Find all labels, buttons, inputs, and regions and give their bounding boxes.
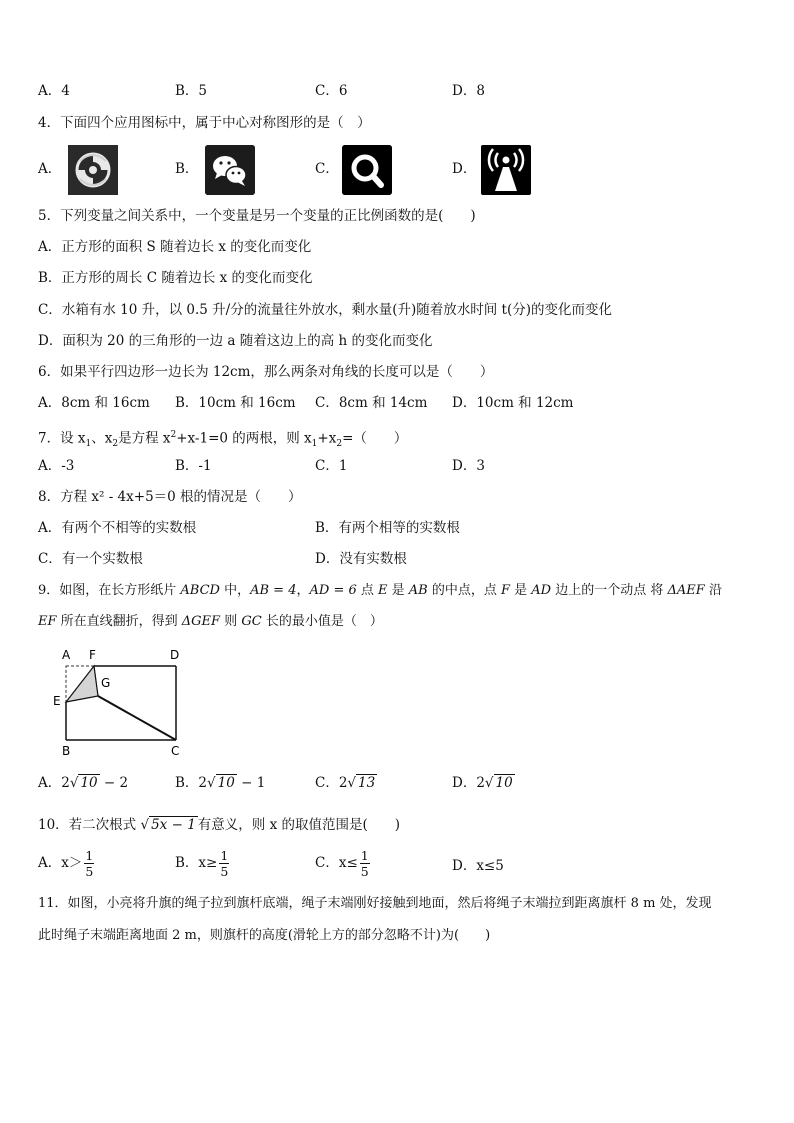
q3-option-c: C．6 <box>315 83 348 99</box>
q4-option-b: B． <box>175 161 199 177</box>
q3-option-b: B．5 <box>175 83 208 99</box>
q7-stem: 7．设 $x_1$、$x_2$是方程 $x^2+x-1=0$ 的两根，则 $x_1+x_2=$（ ） <box>38 430 408 450</box>
q7-option-b: B．-1 <box>175 458 212 474</box>
q8-option-d: D．没有实数根 <box>315 551 407 567</box>
q9-option-d: D．2√ 10 <box>452 775 513 791</box>
q4-option-d: D． <box>452 161 477 177</box>
q6-option-d: D．10cm 和 12cm <box>452 395 574 411</box>
q9-stem-line2: EF 所在直线翻折，得到 ΔGEF 则 GC 长的最小值是（ ） <box>38 614 383 629</box>
q7-option-a: A．-3 <box>38 458 75 474</box>
q10-option-d: D．x≤5 <box>452 858 504 874</box>
q4-stem: 4．下面四个应用图标中，属于中心对称图形的是（ ） <box>38 115 371 131</box>
swirl-app-icon <box>68 145 118 195</box>
q4-option-c: C． <box>315 161 339 177</box>
q8-option-a: A．有两个不相等的实数根 <box>38 520 197 536</box>
q5-stem: 5．下列变量之间关系中，一个变量是另一个变量的正比例函数的是( ) <box>38 208 476 224</box>
q11-stem-line1: 11．如图，小亮将升旗的绳子拉到旗杆底端，绳子末端刚好接触到地面，然后将绳子末端拉到距离旗杆 8 m 处，发现 <box>38 896 712 911</box>
q9-option-b: B．2√ 10 − 1 <box>175 775 266 791</box>
q8-stem: 8．方程 x² - 4x+5＝0 根的情况是（ ） <box>38 489 302 505</box>
q10-stem: 10．若二次根式 √ 5x − 1 有意义，则 x 的取值范围是( ) <box>38 817 401 833</box>
fig-label-d: D <box>170 648 180 662</box>
fig-label-c: C <box>171 744 180 758</box>
fig-label-b: B <box>62 744 71 758</box>
q5-option-d: D．面积为 20 的三角形的一边 a 随着这边上的高 h 的变化而变化 <box>38 333 433 349</box>
wechat-icon <box>205 145 255 195</box>
q10-option-a: A．x＞ $\frac{1}{5}$ <box>38 848 94 879</box>
q5-option-b: B．正方形的周长 C 随着边长 x 的变化而变化 <box>38 270 313 286</box>
q9-stem-line1: 9．如图，在长方形纸片 ABCD 中，AB = 4，AD = 6 点 E 是 AB 的中点，点 F 是 AD 边上的一个动点 将 ΔAEF 沿 <box>38 583 722 598</box>
q3-option-d: D．8 <box>452 83 485 99</box>
q10-option-b: B．x≥ $\frac{1}{5}$ <box>175 848 229 879</box>
q6-option-c: C．8cm 和 14cm <box>315 395 428 411</box>
fig-label-g: G <box>101 676 111 690</box>
q9-option-a: A．2√ 10 − 2 <box>38 775 129 791</box>
q6-option-a: A．8cm 和 16cm <box>38 395 150 411</box>
q10-option-c: C．x≤ $\frac{1}{5}$ <box>315 848 369 879</box>
q5-option-c: C．水箱有水 10 升，以 0.5 升/分的流量往外放水，剩水量(升)随着放水时间 t(分)的变化而变化 <box>38 302 612 318</box>
fig-label-f: F <box>89 648 96 662</box>
q3-option-a: A．4 <box>38 83 70 99</box>
fig-label-e: E <box>53 694 61 708</box>
q6-option-b: B．10cm 和 16cm <box>175 395 296 411</box>
q7-option-d: D．3 <box>452 458 485 474</box>
q6-stem: 6．如果平行四边形一边长为 12cm，那么两条对角线的长度可以是（ ） <box>38 364 494 380</box>
q5-option-a: A．正方形的面积 S 随着边长 x 的变化而变化 <box>38 239 312 255</box>
q9-option-c: C．2√ 13 <box>315 775 376 791</box>
q11-stem-line2: 此时绳子末端距离地面 2 m，则旗杆的高度(滑轮上方的部分忽略不计)为( ) <box>38 928 491 943</box>
broadcast-signal-icon <box>481 145 531 195</box>
q7-option-c: C．1 <box>315 458 348 474</box>
search-app-icon <box>342 145 392 195</box>
q8-option-b: B．有两个相等的实数根 <box>315 520 460 536</box>
fig-label-a: A <box>62 648 71 662</box>
q8-option-c: C．有一个实数根 <box>38 551 143 567</box>
q9-rectangle-figure <box>48 644 198 762</box>
q4-option-a: A． <box>38 161 62 177</box>
